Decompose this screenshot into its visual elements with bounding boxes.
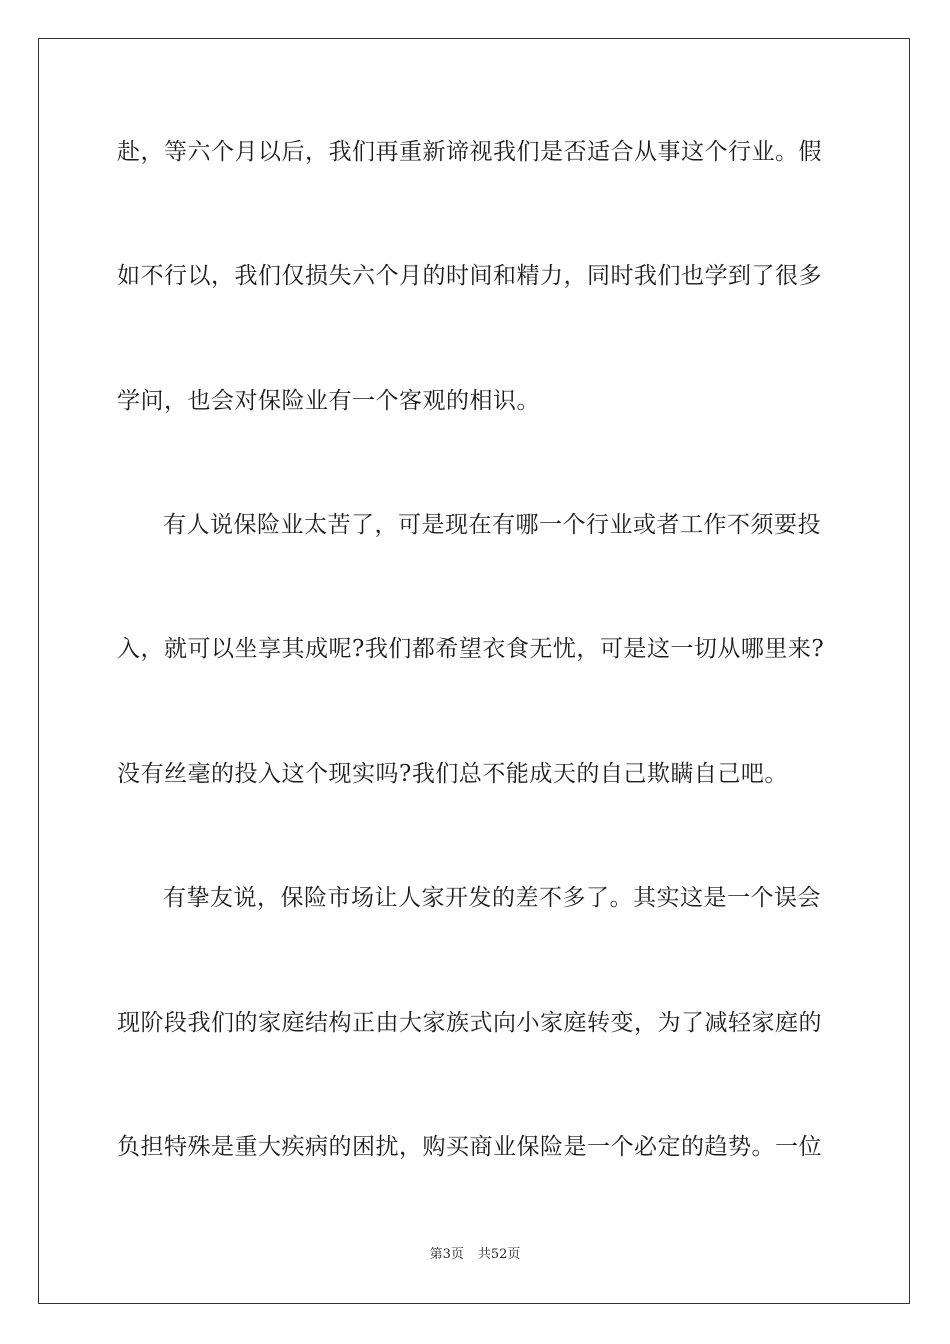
total-page-count: 共52页 [477,1247,521,1262]
text-line: 入，就可以坐享其成呢?我们都希望衣食无忧，可是这一切从哪里来? [117,636,825,662]
text-line: 负担特殊是重大疾病的困扰，购买商业保险是一个必定的趋势。一位 [117,1134,822,1160]
text-line: 如不行以，我们仅损失六个月的时间和精力，同时我们也学到了很多 [117,263,822,289]
text-line: 赴，等六个月以后，我们再重新谛视我们是否适合从事这个行业。假 [117,139,822,165]
current-page-number: 第3页 [429,1247,464,1262]
text-line: 现阶段我们的家庭结构正由大家族式向小家庭转变，为了减轻家庭的 [117,1010,822,1036]
text-line: 没有丝毫的投入这个现实吗?我们总不能成天的自己欺瞒自己吧。 [117,761,788,787]
page-border [38,38,910,1304]
paragraph-first-line: 有挚友说，保险市场让人家开发的差不多了。其实这是一个误会 [163,885,821,911]
page-footer [0,1246,950,1264]
paragraph-first-line: 有人说保险业太苦了，可是现在有哪一个行业或者工作不须要投 [163,512,821,538]
text-line: 学问，也会对保险业有一个客观的相识。 [117,388,540,414]
